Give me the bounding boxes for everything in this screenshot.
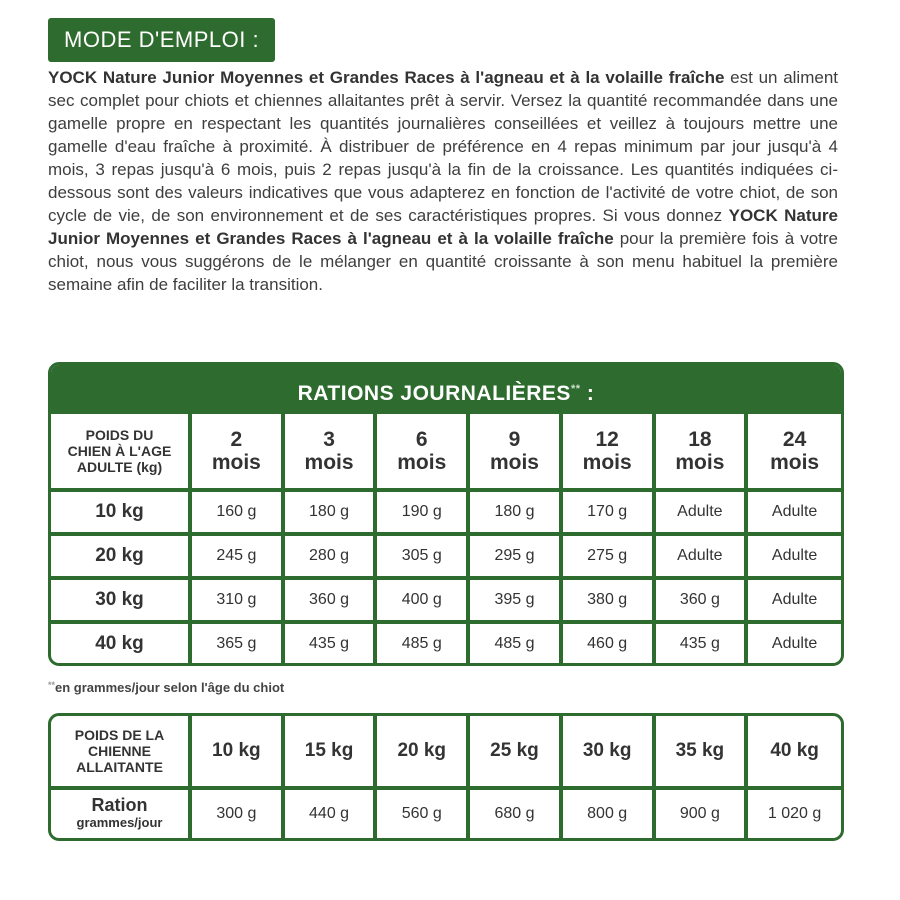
table-row [51,624,841,664]
ration-cell: 365 g [192,624,285,664]
lactating-ration-row [51,790,841,838]
table-row [51,580,841,624]
lactating-weight-cell: 30 kg [563,716,656,790]
mode-emploi-badge: MODE D'EMPLOI : [48,18,275,62]
daily-rations-title [51,365,841,414]
daily-rations-title-text: RATIONS JOURNALIÈRES [297,382,571,405]
daily-rations-title-suffix: : [580,382,595,405]
ration-label: Ration [91,795,148,815]
dog-weight-header: POIDS DU CHIEN À L'AGE ADULTE (kg) [51,414,192,492]
age-header: 9 mois [470,414,563,492]
instructions-text-1: est un aliment sec complet pour chiots et chiennes allaitantes prêt à servir. Versez la quantité recommandée dans une gamelle propre en respectant les quantités journalières conseillées et veillez à toujours mettre une gamelle d'eau fraîche à proximité. À distribuer de préférence en 4 repas minimum par jour jusqu'à 4 mois, 3 repas jusqu'à 6 mois, puis 2 repas jusqu'à la fin de la croissance. Les quantités indiquées ci-dessous sont des valeurs indicatives que vous adapterez en fonction de l'activité de votre chiot, de son cycle de vie, de son environnement et de ses caractéristiques propres. Si vous donnez [48,68,838,225]
lactating-ration-cell: 560 g [377,790,470,838]
lactating-header-row [51,716,841,790]
age-header: 6 mois [377,414,470,492]
daily-rations-table [51,414,841,664]
ration-cell: 485 g [470,624,563,664]
product-name-2: YOCK Nature Junior Moyennes et Grandes Races à l'agneau et à la volaille fraîche [48,206,838,248]
daily-rations-card [48,362,844,666]
ration-label-cell [51,790,192,838]
table-row [51,536,841,580]
ration-cell: 395 g [470,580,563,624]
age-header: 12 mois [563,414,656,492]
lactating-ration-cell: 900 g [656,790,749,838]
lactating-ration-cell: 1 020 g [748,790,841,838]
weight-cell: 30 kg [51,580,192,624]
lactating-weight-cell: 20 kg [377,716,470,790]
ration-cell: 170 g [563,492,656,536]
table-header-row [51,414,841,492]
table-footnote [48,680,284,695]
ration-cell: Adulte [656,492,749,536]
ration-cell: 435 g [656,624,749,664]
ration-sublabel: grammes/jour [76,815,163,830]
footnote-mark: ** [48,680,56,690]
daily-rations-title-mark: ** [570,383,581,395]
ration-cell: 280 g [285,536,378,580]
ration-cell: Adulte [748,624,841,664]
ration-cell: 380 g [563,580,656,624]
ration-cell: 485 g [377,624,470,664]
lactating-weight-cell: 35 kg [656,716,749,790]
footnote-text: en grammes/jour selon l'âge du chiot [55,680,285,695]
weight-cell: 40 kg [51,624,192,664]
ration-cell: 360 g [285,580,378,624]
lactating-ration-cell: 440 g [285,790,378,838]
table-row [51,492,841,536]
lactating-weight-cell: 40 kg [748,716,841,790]
age-header: 24 mois [748,414,841,492]
lactating-ration-cell: 800 g [563,790,656,838]
ration-cell: 400 g [377,580,470,624]
ration-cell: 275 g [563,536,656,580]
lactating-ration-cell: 680 g [470,790,563,838]
ration-cell: Adulte [656,536,749,580]
ration-cell: 245 g [192,536,285,580]
ration-cell: 310 g [192,580,285,624]
weight-cell: 20 kg [51,536,192,580]
ration-cell: Adulte [748,580,841,624]
instructions-paragraph [48,66,838,296]
lactating-dog-card [48,713,844,841]
lactating-weight-cell: 10 kg [192,716,285,790]
instructions-text-2: pour la première fois à votre chiot, nous vous suggérons de le mélanger en quantité croissante à son menu habituel la première semaine afin de faciliter la transition. [48,229,838,294]
age-header: 2 mois [192,414,285,492]
ration-cell: Adulte [748,536,841,580]
ration-cell: 180 g [470,492,563,536]
weight-cell: 10 kg [51,492,192,536]
ration-cell: 460 g [563,624,656,664]
lactating-weight-cell: 15 kg [285,716,378,790]
lactating-weight-header: POIDS DE LA CHIENNE ALLAITANTE [51,716,192,790]
ration-cell: 190 g [377,492,470,536]
age-header: 18 mois [656,414,749,492]
product-name: YOCK Nature Junior Moyennes et Grandes Races à l'agneau et à la volaille fraîche [48,68,725,87]
ration-cell: 435 g [285,624,378,664]
ration-cell: 180 g [285,492,378,536]
lactating-ration-cell: 300 g [192,790,285,838]
age-header: 3 mois [285,414,378,492]
ration-cell: 305 g [377,536,470,580]
lactating-weight-cell: 25 kg [470,716,563,790]
ration-cell: 160 g [192,492,285,536]
ration-cell: 295 g [470,536,563,580]
ration-cell: 360 g [656,580,749,624]
ration-cell: Adulte [748,492,841,536]
lactating-dog-table [51,716,841,838]
